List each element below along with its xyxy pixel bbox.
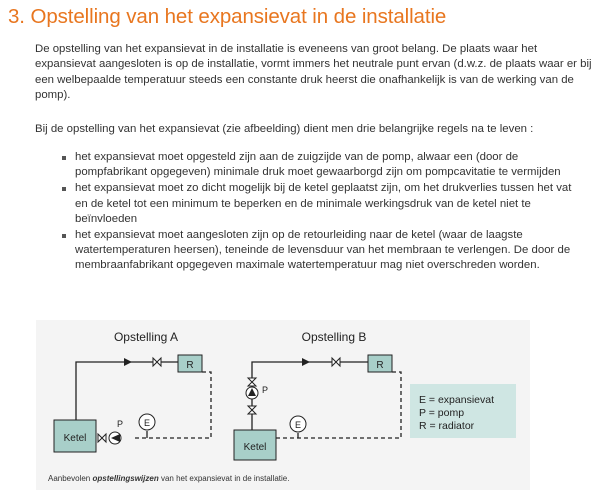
legend-item: P = pomp	[419, 407, 465, 419]
figure-caption	[48, 474, 289, 483]
rules-list	[0, 150, 585, 275]
vessel-a-label: E	[143, 418, 151, 428]
list-item	[0, 228, 585, 274]
boiler-a-label: Ketel	[63, 433, 87, 444]
diagram-svg	[36, 320, 530, 470]
list-item	[0, 181, 585, 227]
pump-a-label: P	[117, 419, 124, 429]
bullet-icon	[62, 187, 66, 191]
valve-icon	[332, 358, 340, 366]
list-item	[0, 150, 585, 180]
pump-b-label: P	[262, 385, 269, 395]
flow-arrow-icon	[302, 358, 310, 366]
caption-suffix: van het expansievat in de installatie.	[158, 474, 290, 483]
valve-icon	[248, 406, 256, 414]
rules-intro-paragraph: Bij de opstelling van het expansievat (zie afbeelding) dient men drie belangrijke regels na te leven :	[35, 123, 534, 135]
page-title: 3. Opstelling van het expansievat in de installatie	[8, 5, 447, 28]
valve-icon	[153, 358, 161, 366]
supply-pipe-b	[252, 362, 368, 430]
bullet-icon	[62, 156, 66, 160]
boiler-b-label: Ketel	[243, 442, 267, 453]
setup-a-title: Opstelling A	[113, 330, 179, 344]
rule-text: het expansievat moet opgesteld zijn aan de zuigzijde van de pomp, alwaar een (door de pompfabrikant opgegeven) minimale druk moet gewaarborgd zijn om pompcavitatie te vermijden	[75, 151, 561, 179]
valve-icon	[248, 378, 256, 386]
intro-paragraph: De opstelling van het expansievat in de installatie is eveneens van groot belang. De plaats waar het expansievat aangesloten is op de installatie, vormt immers het neutrale punt ervan (d.w.z. de plaats waar er bij een welbepaalde temperatuur steeds een constante druk heerst die onafhankelijk is van de werking van de pomp).	[35, 43, 592, 102]
radiator-a-label: R	[186, 360, 194, 371]
flow-arrow-icon	[124, 358, 132, 366]
valve-icon	[98, 434, 106, 442]
bullet-icon	[62, 234, 66, 238]
legend-item: E = expansievat	[419, 394, 495, 406]
setup-b-title: Opstelling B	[301, 330, 367, 344]
caption-emphasis: opstellingswijzen	[92, 474, 159, 483]
rule-text: het expansievat moet aangesloten zijn op de retourleiding naar de ketel (waar de laagste watertemperaturen heersen), teneinde de levensduur van het membraan te verlengen. De door de membraanfabrikant opgegeven maximale watertemperatuur mag niet overschreden worden.	[75, 229, 571, 272]
supply-pipe-a	[76, 362, 178, 420]
vessel-b-label: E	[294, 420, 302, 430]
legend-item: R = radiator	[419, 420, 475, 432]
rule-text: het expansievat moet zo dicht mogelijk bij de ketel geplaatst zijn, om het drukverlies tussen het vat en de ketel tot een minimum te beperken en de minimale werkingsdruk van de ketel niet te beïnvloeden	[75, 182, 572, 225]
radiator-b-label: R	[376, 360, 384, 371]
caption-prefix: Aanbevolen	[48, 474, 93, 483]
installation-diagram	[36, 320, 530, 490]
